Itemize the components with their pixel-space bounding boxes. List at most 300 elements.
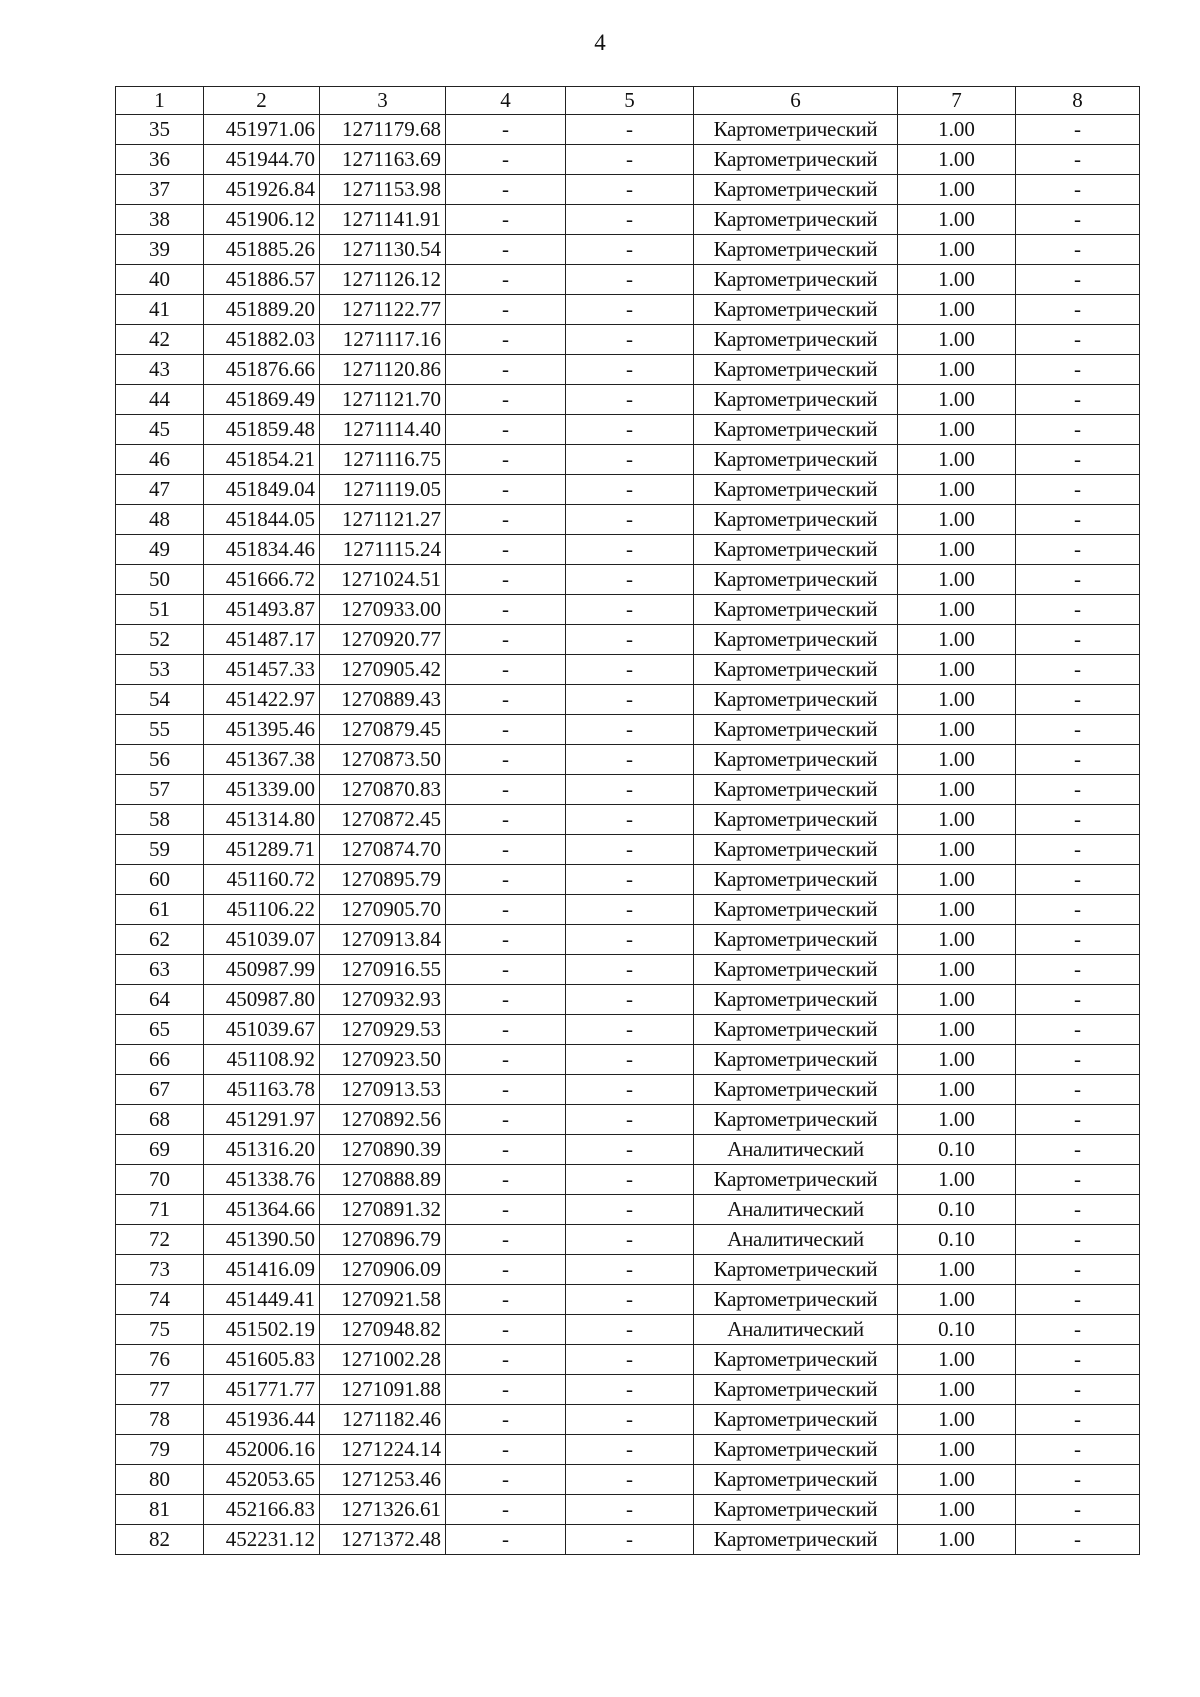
column-5-cell: - — [566, 1375, 694, 1405]
column-8-cell: - — [1016, 505, 1140, 535]
accuracy-cell: 0.10 — [898, 1195, 1016, 1225]
table-row — [116, 1255, 1140, 1285]
x-coordinate-cell: 451291.97 — [204, 1105, 320, 1135]
method-cell: Картометрический — [694, 565, 898, 595]
x-coordinate-cell: 451314.80 — [204, 805, 320, 835]
table-row — [116, 325, 1140, 355]
point-number-cell: 37 — [116, 175, 204, 205]
x-coordinate-cell: 451502.19 — [204, 1315, 320, 1345]
column-8-cell: - — [1016, 175, 1140, 205]
x-coordinate-cell: 451395.46 — [204, 715, 320, 745]
point-number-cell: 82 — [116, 1525, 204, 1555]
column-5-cell: - — [566, 385, 694, 415]
point-number-cell: 76 — [116, 1345, 204, 1375]
table-row — [116, 1315, 1140, 1345]
y-coordinate-cell: 1270948.82 — [320, 1315, 446, 1345]
table-row — [116, 235, 1140, 265]
column-8-cell: - — [1016, 715, 1140, 745]
point-number-cell: 75 — [116, 1315, 204, 1345]
column-4-cell: - — [446, 205, 566, 235]
column-4-cell: - — [446, 145, 566, 175]
accuracy-cell: 1.00 — [898, 715, 1016, 745]
table-row — [116, 445, 1140, 475]
table-header-row — [116, 87, 1140, 115]
table-row — [116, 265, 1140, 295]
point-number-cell: 44 — [116, 385, 204, 415]
method-cell: Картометрический — [694, 535, 898, 565]
y-coordinate-cell: 1271126.12 — [320, 265, 446, 295]
method-cell: Картометрический — [694, 325, 898, 355]
y-coordinate-cell: 1271141.91 — [320, 205, 446, 235]
coordinates-table — [115, 86, 1140, 1555]
column-5-cell: - — [566, 565, 694, 595]
column-5-cell: - — [566, 265, 694, 295]
column-4-cell: - — [446, 1345, 566, 1375]
column-4-cell: - — [446, 745, 566, 775]
column-8-cell: - — [1016, 1525, 1140, 1555]
table-row — [116, 475, 1140, 505]
column-5-cell: - — [566, 1015, 694, 1045]
y-coordinate-cell: 1271372.48 — [320, 1525, 446, 1555]
method-cell: Картометрический — [694, 745, 898, 775]
accuracy-cell: 1.00 — [898, 385, 1016, 415]
point-number-cell: 62 — [116, 925, 204, 955]
point-number-cell: 35 — [116, 115, 204, 145]
column-4-cell: - — [446, 355, 566, 385]
accuracy-cell: 1.00 — [898, 1075, 1016, 1105]
column-header: 3 — [320, 87, 446, 115]
y-coordinate-cell: 1270890.39 — [320, 1135, 446, 1165]
column-8-cell: - — [1016, 205, 1140, 235]
column-5-cell: - — [566, 145, 694, 175]
table-row — [116, 625, 1140, 655]
column-4-cell: - — [446, 835, 566, 865]
point-number-cell: 42 — [116, 325, 204, 355]
method-cell: Картометрический — [694, 1075, 898, 1105]
x-coordinate-cell: 451163.78 — [204, 1075, 320, 1105]
y-coordinate-cell: 1270933.00 — [320, 595, 446, 625]
column-4-cell: - — [446, 385, 566, 415]
point-number-cell: 73 — [116, 1255, 204, 1285]
column-5-cell: - — [566, 355, 694, 385]
method-cell: Картометрический — [694, 925, 898, 955]
point-number-cell: 64 — [116, 985, 204, 1015]
x-coordinate-cell: 451605.83 — [204, 1345, 320, 1375]
y-coordinate-cell: 1270913.84 — [320, 925, 446, 955]
column-8-cell: - — [1016, 1435, 1140, 1465]
column-5-cell: - — [566, 1105, 694, 1135]
method-cell: Картометрический — [694, 355, 898, 385]
method-cell: Картометрический — [694, 775, 898, 805]
column-5-cell: - — [566, 535, 694, 565]
accuracy-cell: 1.00 — [898, 475, 1016, 505]
y-coordinate-cell: 1270888.89 — [320, 1165, 446, 1195]
table-row — [116, 925, 1140, 955]
method-cell: Картометрический — [694, 1435, 898, 1465]
table-row — [116, 985, 1140, 1015]
method-cell: Картометрический — [694, 685, 898, 715]
table-row — [116, 1105, 1140, 1135]
y-coordinate-cell: 1271117.16 — [320, 325, 446, 355]
accuracy-cell: 1.00 — [898, 505, 1016, 535]
table-row — [116, 835, 1140, 865]
column-4-cell: - — [446, 895, 566, 925]
column-header: 6 — [694, 87, 898, 115]
point-number-cell: 69 — [116, 1135, 204, 1165]
accuracy-cell: 1.00 — [898, 445, 1016, 475]
column-5-cell: - — [566, 715, 694, 745]
point-number-cell: 78 — [116, 1405, 204, 1435]
column-5-cell: - — [566, 1405, 694, 1435]
column-8-cell: - — [1016, 955, 1140, 985]
column-8-cell: - — [1016, 595, 1140, 625]
table-row — [116, 1375, 1140, 1405]
table-row — [116, 955, 1140, 985]
column-4-cell: - — [446, 1195, 566, 1225]
method-cell: Картометрический — [694, 985, 898, 1015]
accuracy-cell: 1.00 — [898, 1345, 1016, 1375]
column-8-cell: - — [1016, 865, 1140, 895]
column-5-cell: - — [566, 1255, 694, 1285]
column-5-cell: - — [566, 925, 694, 955]
column-5-cell: - — [566, 1525, 694, 1555]
method-cell: Картометрический — [694, 385, 898, 415]
column-4-cell: - — [446, 1255, 566, 1285]
method-cell: Картометрический — [694, 1255, 898, 1285]
table-row — [116, 1135, 1140, 1165]
y-coordinate-cell: 1271182.46 — [320, 1405, 446, 1435]
point-number-cell: 47 — [116, 475, 204, 505]
accuracy-cell: 1.00 — [898, 235, 1016, 265]
column-8-cell: - — [1016, 115, 1140, 145]
y-coordinate-cell: 1270879.45 — [320, 715, 446, 745]
column-5-cell: - — [566, 1045, 694, 1075]
column-8-cell: - — [1016, 745, 1140, 775]
column-8-cell: - — [1016, 565, 1140, 595]
column-4-cell: - — [446, 475, 566, 505]
method-cell: Картометрический — [694, 445, 898, 475]
column-5-cell: - — [566, 1345, 694, 1375]
y-coordinate-cell: 1270891.32 — [320, 1195, 446, 1225]
method-cell: Картометрический — [694, 1525, 898, 1555]
y-coordinate-cell: 1271116.75 — [320, 445, 446, 475]
table-row — [116, 715, 1140, 745]
method-cell: Картометрический — [694, 205, 898, 235]
column-4-cell: - — [446, 1135, 566, 1165]
y-coordinate-cell: 1270929.53 — [320, 1015, 446, 1045]
method-cell: Картометрический — [694, 1105, 898, 1135]
column-4-cell: - — [446, 685, 566, 715]
table-row — [116, 175, 1140, 205]
x-coordinate-cell: 451108.92 — [204, 1045, 320, 1075]
column-4-cell: - — [446, 535, 566, 565]
column-4-cell: - — [446, 325, 566, 355]
column-5-cell: - — [566, 505, 694, 535]
column-4-cell: - — [446, 985, 566, 1015]
column-8-cell: - — [1016, 1285, 1140, 1315]
x-coordinate-cell: 451844.05 — [204, 505, 320, 535]
point-number-cell: 45 — [116, 415, 204, 445]
point-number-cell: 40 — [116, 265, 204, 295]
accuracy-cell: 1.00 — [898, 655, 1016, 685]
y-coordinate-cell: 1271024.51 — [320, 565, 446, 595]
column-8-cell: - — [1016, 1195, 1140, 1225]
column-5-cell: - — [566, 1135, 694, 1165]
column-8-cell: - — [1016, 325, 1140, 355]
table-body — [116, 115, 1140, 1555]
table-row — [116, 1525, 1140, 1555]
y-coordinate-cell: 1270889.43 — [320, 685, 446, 715]
table-row — [116, 685, 1140, 715]
table-row — [116, 145, 1140, 175]
method-cell: Картометрический — [694, 1495, 898, 1525]
accuracy-cell: 1.00 — [898, 415, 1016, 445]
column-4-cell: - — [446, 655, 566, 685]
y-coordinate-cell: 1271224.14 — [320, 1435, 446, 1465]
column-8-cell: - — [1016, 1165, 1140, 1195]
point-number-cell: 46 — [116, 445, 204, 475]
accuracy-cell: 1.00 — [898, 865, 1016, 895]
x-coordinate-cell: 451416.09 — [204, 1255, 320, 1285]
x-coordinate-cell: 451936.44 — [204, 1405, 320, 1435]
point-number-cell: 55 — [116, 715, 204, 745]
column-4-cell: - — [446, 1015, 566, 1045]
point-number-cell: 63 — [116, 955, 204, 985]
column-8-cell: - — [1016, 1345, 1140, 1375]
x-coordinate-cell: 451859.48 — [204, 415, 320, 445]
accuracy-cell: 1.00 — [898, 925, 1016, 955]
column-5-cell: - — [566, 295, 694, 325]
point-number-cell: 54 — [116, 685, 204, 715]
accuracy-cell: 1.00 — [898, 1285, 1016, 1315]
point-number-cell: 71 — [116, 1195, 204, 1225]
column-8-cell: - — [1016, 1465, 1140, 1495]
column-8-cell: - — [1016, 835, 1140, 865]
accuracy-cell: 1.00 — [898, 1525, 1016, 1555]
column-5-cell: - — [566, 1285, 694, 1315]
column-4-cell: - — [446, 715, 566, 745]
x-coordinate-cell: 451364.66 — [204, 1195, 320, 1225]
column-4-cell: - — [446, 595, 566, 625]
point-number-cell: 74 — [116, 1285, 204, 1315]
point-number-cell: 48 — [116, 505, 204, 535]
y-coordinate-cell: 1271179.68 — [320, 115, 446, 145]
y-coordinate-cell: 1270872.45 — [320, 805, 446, 835]
y-coordinate-cell: 1270873.50 — [320, 745, 446, 775]
table-row — [116, 1435, 1140, 1465]
column-8-cell: - — [1016, 1105, 1140, 1135]
accuracy-cell: 1.00 — [898, 985, 1016, 1015]
table-row — [116, 595, 1140, 625]
x-coordinate-cell: 451869.49 — [204, 385, 320, 415]
point-number-cell: 80 — [116, 1465, 204, 1495]
table-row — [116, 865, 1140, 895]
column-4-cell: - — [446, 1285, 566, 1315]
method-cell: Картометрический — [694, 715, 898, 745]
column-8-cell: - — [1016, 805, 1140, 835]
table-row — [116, 205, 1140, 235]
accuracy-cell: 1.00 — [898, 595, 1016, 625]
y-coordinate-cell: 1271120.86 — [320, 355, 446, 385]
column-5-cell: - — [566, 625, 694, 655]
x-coordinate-cell: 452231.12 — [204, 1525, 320, 1555]
point-number-cell: 68 — [116, 1105, 204, 1135]
point-number-cell: 77 — [116, 1375, 204, 1405]
x-coordinate-cell: 451876.66 — [204, 355, 320, 385]
x-coordinate-cell: 451926.84 — [204, 175, 320, 205]
column-5-cell: - — [566, 1315, 694, 1345]
y-coordinate-cell: 1270874.70 — [320, 835, 446, 865]
accuracy-cell: 1.00 — [898, 325, 1016, 355]
method-cell: Картометрический — [694, 505, 898, 535]
method-cell: Картометрический — [694, 655, 898, 685]
column-8-cell: - — [1016, 235, 1140, 265]
column-5-cell: - — [566, 655, 694, 685]
table-row — [116, 1045, 1140, 1075]
column-4-cell: - — [446, 955, 566, 985]
column-8-cell: - — [1016, 1375, 1140, 1405]
table-row — [116, 1285, 1140, 1315]
method-cell: Картометрический — [694, 895, 898, 925]
column-8-cell: - — [1016, 415, 1140, 445]
y-coordinate-cell: 1271115.24 — [320, 535, 446, 565]
column-5-cell: - — [566, 1195, 694, 1225]
x-coordinate-cell: 451390.50 — [204, 1225, 320, 1255]
column-4-cell: - — [446, 1435, 566, 1465]
y-coordinate-cell: 1271119.05 — [320, 475, 446, 505]
method-cell: Картометрический — [694, 595, 898, 625]
table-row — [116, 1345, 1140, 1375]
x-coordinate-cell: 451885.26 — [204, 235, 320, 265]
point-number-cell: 81 — [116, 1495, 204, 1525]
column-header: 8 — [1016, 87, 1140, 115]
point-number-cell: 50 — [116, 565, 204, 595]
column-8-cell: - — [1016, 895, 1140, 925]
x-coordinate-cell: 451849.04 — [204, 475, 320, 505]
page-number: 4 — [594, 30, 606, 55]
y-coordinate-cell: 1271091.88 — [320, 1375, 446, 1405]
method-cell: Картометрический — [694, 1015, 898, 1045]
y-coordinate-cell: 1270920.77 — [320, 625, 446, 655]
point-number-cell: 67 — [116, 1075, 204, 1105]
column-4-cell: - — [446, 415, 566, 445]
method-cell: Картометрический — [694, 1045, 898, 1075]
column-8-cell: - — [1016, 355, 1140, 385]
column-4-cell: - — [446, 625, 566, 655]
accuracy-cell: 1.00 — [898, 145, 1016, 175]
column-8-cell: - — [1016, 445, 1140, 475]
column-8-cell: - — [1016, 1135, 1140, 1165]
method-cell: Аналитический — [694, 1195, 898, 1225]
table-row — [116, 415, 1140, 445]
point-number-cell: 49 — [116, 535, 204, 565]
accuracy-cell: 0.10 — [898, 1315, 1016, 1345]
accuracy-cell: 1.00 — [898, 685, 1016, 715]
column-8-cell: - — [1016, 295, 1140, 325]
accuracy-cell: 1.00 — [898, 295, 1016, 325]
column-8-cell: - — [1016, 385, 1140, 415]
column-4-cell: - — [446, 1075, 566, 1105]
y-coordinate-cell: 1270932.93 — [320, 985, 446, 1015]
y-coordinate-cell: 1271122.77 — [320, 295, 446, 325]
y-coordinate-cell: 1270916.55 — [320, 955, 446, 985]
accuracy-cell: 1.00 — [898, 1465, 1016, 1495]
column-5-cell: - — [566, 205, 694, 235]
method-cell: Картометрический — [694, 1375, 898, 1405]
column-5-cell: - — [566, 745, 694, 775]
method-cell: Картометрический — [694, 865, 898, 895]
column-8-cell: - — [1016, 475, 1140, 505]
point-number-cell: 61 — [116, 895, 204, 925]
x-coordinate-cell: 450987.80 — [204, 985, 320, 1015]
y-coordinate-cell: 1271130.54 — [320, 235, 446, 265]
x-coordinate-cell: 451487.17 — [204, 625, 320, 655]
column-header: 5 — [566, 87, 694, 115]
y-coordinate-cell: 1271153.98 — [320, 175, 446, 205]
column-4-cell: - — [446, 1405, 566, 1435]
method-cell: Картометрический — [694, 1405, 898, 1435]
column-4-cell: - — [446, 925, 566, 955]
point-number-cell: 39 — [116, 235, 204, 265]
accuracy-cell: 1.00 — [898, 535, 1016, 565]
column-header: 4 — [446, 87, 566, 115]
table-row — [116, 1225, 1140, 1255]
x-coordinate-cell: 451316.20 — [204, 1135, 320, 1165]
column-8-cell: - — [1016, 985, 1140, 1015]
column-8-cell: - — [1016, 655, 1140, 685]
column-5-cell: - — [566, 895, 694, 925]
table-row — [116, 385, 1140, 415]
table-row — [116, 115, 1140, 145]
x-coordinate-cell: 451338.76 — [204, 1165, 320, 1195]
column-8-cell: - — [1016, 535, 1140, 565]
column-5-cell: - — [566, 985, 694, 1015]
column-8-cell: - — [1016, 775, 1140, 805]
column-4-cell: - — [446, 1465, 566, 1495]
column-5-cell: - — [566, 445, 694, 475]
point-number-cell: 58 — [116, 805, 204, 835]
column-4-cell: - — [446, 115, 566, 145]
method-cell: Картометрический — [694, 1465, 898, 1495]
method-cell: Картометрический — [694, 295, 898, 325]
method-cell: Картометрический — [694, 625, 898, 655]
point-number-cell: 41 — [116, 295, 204, 325]
point-number-cell: 72 — [116, 1225, 204, 1255]
y-coordinate-cell: 1270892.56 — [320, 1105, 446, 1135]
method-cell: Картометрический — [694, 805, 898, 835]
x-coordinate-cell: 450987.99 — [204, 955, 320, 985]
table-row — [116, 1465, 1140, 1495]
column-5-cell: - — [566, 595, 694, 625]
column-5-cell: - — [566, 1435, 694, 1465]
x-coordinate-cell: 451289.71 — [204, 835, 320, 865]
x-coordinate-cell: 451039.67 — [204, 1015, 320, 1045]
point-number-cell: 65 — [116, 1015, 204, 1045]
column-5-cell: - — [566, 1465, 694, 1495]
accuracy-cell: 1.00 — [898, 1105, 1016, 1135]
accuracy-cell: 1.00 — [898, 625, 1016, 655]
column-4-cell: - — [446, 805, 566, 835]
column-4-cell: - — [446, 1315, 566, 1345]
table-row — [116, 565, 1140, 595]
point-number-cell: 59 — [116, 835, 204, 865]
method-cell: Картометрический — [694, 415, 898, 445]
column-5-cell: - — [566, 805, 694, 835]
table-row — [116, 1495, 1140, 1525]
x-coordinate-cell: 451906.12 — [204, 205, 320, 235]
method-cell: Картометрический — [694, 145, 898, 175]
method-cell: Картометрический — [694, 1165, 898, 1195]
